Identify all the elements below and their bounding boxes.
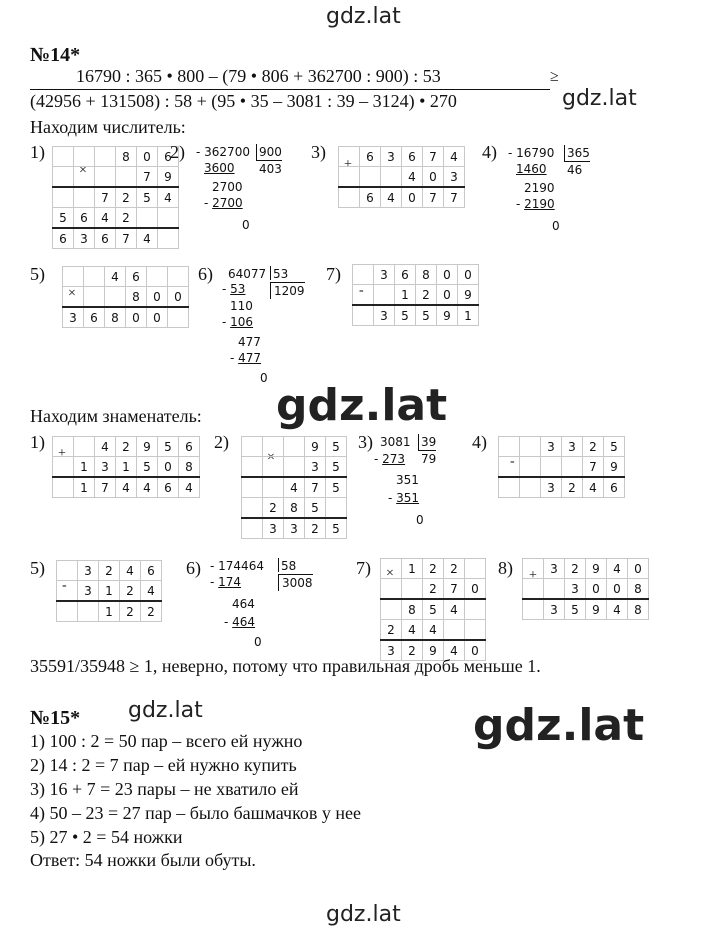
digit-cell: 8 xyxy=(126,287,147,308)
digit-cell xyxy=(95,167,116,188)
denominator-multiplication-2 xyxy=(241,436,347,539)
digit-cell: 4 xyxy=(402,620,423,641)
digit-cell: 7 xyxy=(444,187,465,208)
digit-cell: 8 xyxy=(105,307,126,328)
digit-cell: 4 xyxy=(105,267,126,287)
digit-cell: 2 xyxy=(116,187,137,208)
digit-cell: 9 xyxy=(586,599,607,620)
digit-cell xyxy=(116,167,137,188)
digit-cell xyxy=(381,579,402,600)
step-label-7: 7) xyxy=(326,264,341,284)
digit-cell: 7 xyxy=(423,187,444,208)
digit-cell: 3 xyxy=(284,518,305,539)
digit-cell: 4 xyxy=(158,187,179,208)
digit-cell xyxy=(339,167,360,188)
minus-sign: - xyxy=(62,578,67,593)
digit-cell xyxy=(242,518,263,539)
digit-cell: 7 xyxy=(116,228,137,249)
digit-cell xyxy=(137,208,158,229)
digit-cell: 3 xyxy=(305,457,326,478)
watermark-center: gdz.lat xyxy=(276,380,448,431)
digit-cell: 0 xyxy=(147,307,168,328)
digit-cell: 4 xyxy=(141,581,162,602)
step-label-6: 6) xyxy=(186,558,201,578)
fraction-numerator: 16790 : 365 • 800 – (79 • 806 + 362700 : 900) : 53 xyxy=(76,66,441,86)
step-label-2: 2) xyxy=(214,432,229,452)
digit-cell xyxy=(339,187,360,208)
digit-cell: 5 xyxy=(53,208,74,229)
digit-cell xyxy=(53,167,74,188)
digit-cell: 4 xyxy=(284,477,305,498)
plus-sign: + xyxy=(529,568,537,583)
plus-sign: + xyxy=(344,157,352,172)
digit-cell xyxy=(381,599,402,620)
digit-cell: 9 xyxy=(137,437,158,457)
digit-cell: 4 xyxy=(95,437,116,457)
digit-cell xyxy=(402,579,423,600)
digit-cell xyxy=(84,267,105,287)
digit-cell xyxy=(84,287,105,308)
digit-cell: 5 xyxy=(305,498,326,519)
denominator-addition-1 xyxy=(52,436,200,498)
digit-cell xyxy=(523,579,544,600)
digit-cell: 1 xyxy=(458,305,479,326)
digit-cell: 1 xyxy=(395,285,416,306)
digit-cell xyxy=(284,457,305,478)
digit-cell: 3 xyxy=(381,147,402,167)
watermark-big-right: gdz.lat xyxy=(473,700,645,751)
digit-cell: 0 xyxy=(137,147,158,167)
digit-cell: 4 xyxy=(381,187,402,208)
digit-cell: 6 xyxy=(84,307,105,328)
digit-cell xyxy=(53,457,74,478)
digit-cell: 7 xyxy=(423,147,444,167)
digit-cell: 6 xyxy=(360,147,381,167)
digit-cell: 7 xyxy=(137,167,158,188)
digit-cell: 2 xyxy=(444,559,465,579)
problem-15-answer: Ответ: 54 ножки были обуты. xyxy=(30,850,256,870)
digit-cell: 5 xyxy=(604,437,625,457)
digit-cell: 8 xyxy=(179,457,200,478)
digit-cell xyxy=(242,477,263,498)
digit-cell: 0 xyxy=(423,167,444,188)
digit-cell xyxy=(562,457,583,478)
step-label-5: 5) xyxy=(30,264,45,284)
digit-cell: 0 xyxy=(437,285,458,306)
step-label-2: 2) xyxy=(170,142,185,162)
fraction-bar xyxy=(30,89,550,90)
digit-cell: 1 xyxy=(99,601,120,622)
digit-cell: 4 xyxy=(116,477,137,498)
digit-cell: 0 xyxy=(147,287,168,308)
digit-cell xyxy=(520,457,541,478)
digit-cell: 3 xyxy=(444,167,465,188)
step-label-8: 8) xyxy=(498,558,513,578)
digit-cell xyxy=(57,561,78,581)
digit-cell: 5 xyxy=(416,305,437,326)
digit-cell xyxy=(74,167,95,188)
digit-cell: 2 xyxy=(423,579,444,600)
digit-cell: 6 xyxy=(126,267,147,287)
digit-cell: 6 xyxy=(141,561,162,581)
digit-cell: 2 xyxy=(416,285,437,306)
problem-15-title: №15* xyxy=(30,707,81,729)
digit-cell: 0 xyxy=(465,640,486,661)
digit-cell: 4 xyxy=(120,561,141,581)
digit-cell xyxy=(263,477,284,498)
numerator-addition-3 xyxy=(338,146,465,208)
digit-cell: 9 xyxy=(586,559,607,579)
watermark-fraction: gdz.lat xyxy=(562,86,637,111)
digit-cell: 3 xyxy=(562,437,583,457)
digit-cell xyxy=(444,620,465,641)
digit-cell: 2 xyxy=(423,559,444,579)
digit-cell xyxy=(74,147,95,167)
digit-cell: 9 xyxy=(423,640,444,661)
digit-cell: 6 xyxy=(158,477,179,498)
step-label-4: 4) xyxy=(472,432,487,452)
digit-cell xyxy=(63,267,84,287)
watermark-bottom: gdz.lat xyxy=(326,902,401,927)
digit-cell: 5 xyxy=(137,457,158,478)
digit-cell xyxy=(339,147,360,167)
digit-cell xyxy=(523,559,544,579)
digit-cell xyxy=(168,307,189,328)
digit-cell: 4 xyxy=(137,477,158,498)
multiply-sign: × xyxy=(68,286,76,301)
digit-cell xyxy=(541,457,562,478)
digit-cell xyxy=(465,559,486,579)
step-label-3: 3) xyxy=(358,432,373,452)
digit-cell xyxy=(520,437,541,457)
digit-cell: 3 xyxy=(263,518,284,539)
digit-cell xyxy=(105,287,126,308)
digit-cell xyxy=(53,437,74,457)
digit-cell: 5 xyxy=(565,599,586,620)
digit-cell xyxy=(353,305,374,326)
digit-cell: 4 xyxy=(95,208,116,229)
minus-sign: - xyxy=(510,454,515,469)
digit-cell xyxy=(57,601,78,622)
digit-cell: 6 xyxy=(95,228,116,249)
denominator-subtraction-5 xyxy=(56,560,162,622)
digit-cell: 7 xyxy=(444,579,465,600)
digit-cell: 7 xyxy=(583,457,604,478)
digit-cell: 3 xyxy=(541,437,562,457)
digit-cell: 2 xyxy=(141,601,162,622)
digit-cell: 2 xyxy=(263,498,284,519)
digit-cell: 3 xyxy=(544,559,565,579)
step-label-1: 1) xyxy=(30,432,45,452)
digit-cell: 5 xyxy=(423,599,444,620)
numerator-subtraction-7 xyxy=(352,264,479,326)
step-label-3: 3) xyxy=(311,142,326,162)
digit-cell: 6 xyxy=(53,228,74,249)
digit-cell xyxy=(544,579,565,600)
minus-sign: - xyxy=(359,283,364,298)
digit-cell xyxy=(353,285,374,306)
digit-cell xyxy=(74,437,95,457)
digit-cell xyxy=(465,620,486,641)
plus-sign: + xyxy=(58,446,66,461)
digit-cell: 3 xyxy=(381,640,402,661)
multiply-sign: × xyxy=(79,163,87,178)
digit-cell: 2 xyxy=(120,581,141,602)
digit-cell xyxy=(158,228,179,249)
denominator-heading: Находим знаменатель: xyxy=(30,406,202,426)
digit-cell xyxy=(499,437,520,457)
digit-cell xyxy=(242,437,263,457)
digit-cell xyxy=(53,187,74,208)
digit-cell: 6 xyxy=(402,147,423,167)
denominator-subtraction-4 xyxy=(498,436,625,498)
digit-cell: 0 xyxy=(586,579,607,600)
digit-cell: 3 xyxy=(74,228,95,249)
digit-cell xyxy=(523,599,544,620)
digit-cell xyxy=(78,601,99,622)
digit-cell: 5 xyxy=(395,305,416,326)
solution-step: 4) 50 – 23 = 27 пар – было башмачков у нее xyxy=(30,803,362,823)
digit-cell: 2 xyxy=(562,477,583,498)
digit-cell: 2 xyxy=(116,437,137,457)
digit-cell: 3 xyxy=(541,477,562,498)
digit-cell xyxy=(374,285,395,306)
digit-cell xyxy=(465,599,486,620)
digit-cell: 8 xyxy=(628,579,649,600)
digit-cell: 9 xyxy=(458,285,479,306)
digit-cell xyxy=(242,498,263,519)
digit-cell xyxy=(284,437,305,457)
digit-cell: 3 xyxy=(63,307,84,328)
digit-cell: 4 xyxy=(402,167,423,188)
digit-cell: 1 xyxy=(74,457,95,478)
watermark-p15: gdz.lat xyxy=(128,698,203,723)
numerator-multiplication-5 xyxy=(62,266,189,328)
solution-step: 1) 100 : 2 = 50 пар – всего ей нужно xyxy=(30,731,303,751)
digit-cell xyxy=(168,267,189,287)
digit-cell: 4 xyxy=(444,599,465,620)
digit-cell: 5 xyxy=(326,457,347,478)
digit-cell: 7 xyxy=(305,477,326,498)
digit-cell xyxy=(353,265,374,285)
digit-cell xyxy=(381,559,402,579)
solution-step: 3) 16 + 7 = 23 пары – не хватило ей xyxy=(30,779,299,799)
digit-cell: 9 xyxy=(437,305,458,326)
compare-sign: ≥ xyxy=(550,68,559,85)
step-label-7: 7) xyxy=(356,558,371,578)
digit-cell: 1 xyxy=(116,457,137,478)
digit-cell: 1 xyxy=(74,477,95,498)
digit-cell: 6 xyxy=(74,208,95,229)
digit-cell: 7 xyxy=(95,187,116,208)
digit-cell: 4 xyxy=(423,620,444,641)
digit-cell: 3 xyxy=(78,581,99,602)
digit-cell: 2 xyxy=(381,620,402,641)
digit-cell: 9 xyxy=(305,437,326,457)
problem-14-title: №14* xyxy=(30,44,81,66)
digit-cell xyxy=(242,457,263,478)
solution-step: 5) 27 • 2 = 54 ножки xyxy=(30,827,183,847)
digit-cell: 8 xyxy=(402,599,423,620)
digit-cell: 2 xyxy=(116,208,137,229)
numerator-multiplication-1 xyxy=(52,146,179,249)
denominator-addition-8 xyxy=(522,558,649,620)
digit-cell xyxy=(57,581,78,602)
digit-cell: 0 xyxy=(628,559,649,579)
digit-cell: 3 xyxy=(95,457,116,478)
digit-cell: 6 xyxy=(179,437,200,457)
digit-cell: 3 xyxy=(544,599,565,620)
multiply-sign: × xyxy=(267,450,275,465)
digit-cell: 8 xyxy=(416,265,437,285)
digit-cell: 2 xyxy=(120,601,141,622)
digit-cell: 4 xyxy=(179,477,200,498)
digit-cell: 6 xyxy=(360,187,381,208)
step-label-5: 5) xyxy=(30,558,45,578)
digit-cell: 3 xyxy=(565,579,586,600)
digit-cell: 6 xyxy=(395,265,416,285)
digit-cell xyxy=(263,457,284,478)
numerator-heading: Находим числитель: xyxy=(30,117,186,137)
watermark-top: gdz.lat xyxy=(326,4,401,29)
digit-cell: 7 xyxy=(95,477,116,498)
digit-cell: 0 xyxy=(402,187,423,208)
digit-cell: 5 xyxy=(137,187,158,208)
digit-cell: 4 xyxy=(583,477,604,498)
digit-cell xyxy=(263,437,284,457)
digit-cell: 0 xyxy=(168,287,189,308)
digit-cell: 6 xyxy=(604,477,625,498)
step-label-4: 4) xyxy=(482,142,497,162)
step-label-1: 1) xyxy=(30,142,45,162)
digit-cell: 5 xyxy=(326,518,347,539)
digit-cell xyxy=(95,147,116,167)
digit-cell: 1 xyxy=(99,581,120,602)
digit-cell: 9 xyxy=(604,457,625,478)
digit-cell: 4 xyxy=(137,228,158,249)
digit-cell: 2 xyxy=(565,559,586,579)
digit-cell xyxy=(158,208,179,229)
digit-cell: 4 xyxy=(444,147,465,167)
digit-cell: 9 xyxy=(158,167,179,188)
digit-cell xyxy=(360,167,381,188)
digit-cell: 3 xyxy=(78,561,99,581)
digit-cell: 0 xyxy=(126,307,147,328)
digit-cell xyxy=(499,457,520,478)
digit-cell xyxy=(63,287,84,308)
digit-cell: 8 xyxy=(284,498,305,519)
digit-cell: 3 xyxy=(374,305,395,326)
digit-cell xyxy=(53,147,74,167)
digit-cell: 8 xyxy=(628,599,649,620)
digit-cell: 4 xyxy=(607,559,628,579)
multiply-sign: × xyxy=(386,566,394,581)
digit-cell: 2 xyxy=(99,561,120,581)
digit-cell: 0 xyxy=(437,265,458,285)
digit-cell: 5 xyxy=(326,477,347,498)
fraction-denominator: (42956 + 131508) : 58 + (95 • 35 – 3081 : 39 – 3124) • 270 xyxy=(30,91,457,111)
digit-cell: 2 xyxy=(402,640,423,661)
solution-step: 2) 14 : 2 = 7 пар – ей нужно купить xyxy=(30,755,297,775)
digit-cell: 3 xyxy=(374,265,395,285)
digit-cell xyxy=(147,267,168,287)
digit-cell xyxy=(499,477,520,498)
digit-cell xyxy=(520,477,541,498)
step-label-6: 6) xyxy=(198,264,213,284)
digit-cell: 0 xyxy=(465,579,486,600)
digit-cell: 6 xyxy=(158,147,179,167)
digit-cell: 5 xyxy=(326,437,347,457)
digit-cell: 4 xyxy=(444,640,465,661)
digit-cell: 5 xyxy=(158,437,179,457)
digit-cell: 8 xyxy=(116,147,137,167)
conclusion: 35591/35948 ≥ 1, неверно, потому что правильная дробь меньше 1. xyxy=(30,656,541,676)
digit-cell: 2 xyxy=(305,518,326,539)
digit-cell: 0 xyxy=(158,457,179,478)
digit-cell: 1 xyxy=(402,559,423,579)
digit-cell xyxy=(326,498,347,519)
digit-cell: 0 xyxy=(607,579,628,600)
digit-cell: 0 xyxy=(458,265,479,285)
denominator-multiplication-7 xyxy=(380,558,486,661)
digit-cell: 2 xyxy=(583,437,604,457)
digit-cell xyxy=(53,477,74,498)
digit-cell: 4 xyxy=(607,599,628,620)
digit-cell xyxy=(381,167,402,188)
digit-cell xyxy=(74,187,95,208)
